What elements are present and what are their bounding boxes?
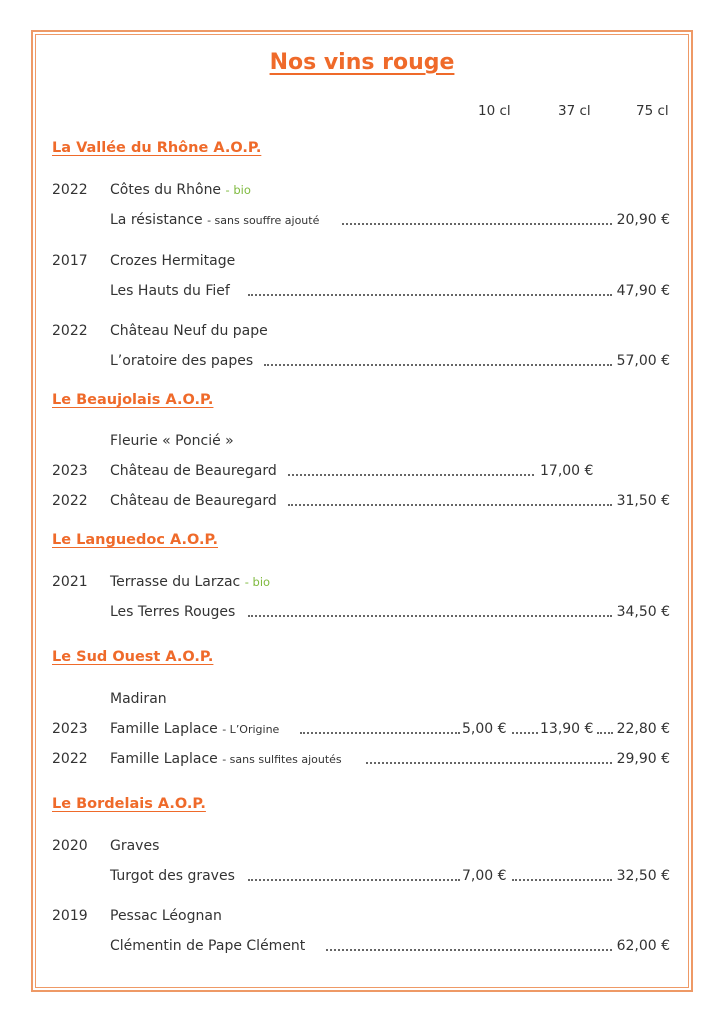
price-75cl: 62,00 € bbox=[616, 938, 670, 954]
leader-dots bbox=[248, 602, 612, 617]
wine-name: Clémentin de Pape Clément bbox=[110, 938, 306, 954]
wine-name: Les Hauts du Fief bbox=[110, 283, 230, 299]
wine-name: Château Neuf du pape bbox=[110, 323, 268, 339]
leader-dots bbox=[597, 719, 613, 734]
price-37cl: 17,00 € bbox=[540, 463, 594, 479]
wine-note: - sans souffre ajouté bbox=[207, 214, 320, 227]
leader-dots bbox=[342, 210, 612, 225]
leader-dots bbox=[288, 491, 612, 506]
wine-name: Terrasse du Larzac bbox=[110, 574, 241, 590]
price-75cl: 32,50 € bbox=[616, 868, 670, 884]
wine-name: Château de Beauregard bbox=[110, 463, 277, 479]
section-title-rhone: La Vallée du Rhône A.O.P. bbox=[52, 140, 262, 156]
column-header-10cl: 10 cl bbox=[478, 103, 511, 119]
wine-name: Crozes Hermitage bbox=[110, 253, 236, 269]
leader-dots bbox=[366, 749, 612, 764]
wine-appellation bbox=[110, 180, 251, 200]
price-75cl: 22,80 € bbox=[616, 721, 670, 737]
wine-line bbox=[52, 321, 670, 341]
leader-dots bbox=[288, 461, 534, 476]
wine-appellation: Graves bbox=[110, 838, 160, 854]
leader-dots bbox=[326, 936, 612, 951]
leader-dots bbox=[300, 719, 460, 734]
wine-cuvee bbox=[110, 719, 279, 740]
price-10cl: 5,00 € bbox=[462, 721, 507, 737]
bio-tag: - bio bbox=[244, 575, 271, 589]
wine-line bbox=[52, 431, 670, 451]
page-title: Nos vins rouge bbox=[269, 50, 455, 75]
wine-year: 2022 bbox=[52, 751, 88, 767]
wine-cuvee bbox=[110, 210, 319, 231]
wine-year: 2020 bbox=[52, 838, 88, 854]
wine-line bbox=[52, 572, 670, 592]
column-header-37cl: 37 cl bbox=[558, 103, 591, 119]
wine-line bbox=[52, 936, 670, 956]
wine-cuvee bbox=[110, 749, 342, 770]
wine-line bbox=[52, 210, 670, 230]
wine-line bbox=[52, 836, 670, 856]
wine-line bbox=[52, 491, 670, 511]
wine-line bbox=[52, 251, 670, 271]
wine-name: Côtes du Rhône bbox=[110, 182, 222, 198]
wine-appellation: Fleurie « Poncié » bbox=[110, 433, 234, 449]
wine-year: 2022 bbox=[52, 323, 88, 339]
wine-line bbox=[52, 689, 670, 709]
wine-year: 2022 bbox=[52, 493, 88, 509]
wine-appellation: Madiran bbox=[110, 691, 167, 707]
leader-dots bbox=[512, 866, 612, 881]
wine-line bbox=[52, 351, 670, 371]
section-title-languedoc: Le Languedoc A.O.P. bbox=[52, 532, 218, 548]
wine-line bbox=[52, 749, 670, 769]
price-75cl: 31,50 € bbox=[616, 493, 670, 509]
wine-year: 2022 bbox=[52, 182, 88, 198]
wine-line bbox=[52, 866, 670, 886]
wine-name: La résistance bbox=[110, 212, 203, 228]
wine-year: 2019 bbox=[52, 908, 88, 924]
bio-tag: - bio bbox=[225, 183, 251, 197]
section-title-bordelais: Le Bordelais A.O.P. bbox=[52, 796, 206, 812]
wine-year: 2017 bbox=[52, 253, 88, 269]
wine-appellation: Pessac Léognan bbox=[110, 908, 222, 924]
price-75cl: 47,90 € bbox=[616, 283, 670, 299]
wine-name: Les Terres Rouges bbox=[110, 604, 236, 620]
price-37cl: 13,90 € bbox=[540, 721, 594, 737]
wine-line bbox=[52, 602, 670, 622]
wine-year: 2021 bbox=[52, 574, 88, 590]
wine-line bbox=[52, 461, 670, 481]
section-title-sud-ouest: Le Sud Ouest A.O.P. bbox=[52, 649, 214, 665]
wine-line bbox=[52, 180, 670, 200]
wine-line bbox=[52, 719, 670, 739]
wine-line bbox=[52, 281, 670, 301]
price-75cl: 34,50 € bbox=[616, 604, 670, 620]
leader-dots bbox=[512, 719, 538, 734]
leader-dots bbox=[264, 351, 612, 366]
column-header-75cl: 75 cl bbox=[636, 103, 669, 119]
wine-note: - sans sulfites ajoutés bbox=[222, 753, 342, 766]
wine-year: 2023 bbox=[52, 721, 88, 737]
wine-name: L’oratoire des papes bbox=[110, 353, 254, 369]
section-title-beaujolais: Le Beaujolais A.O.P. bbox=[52, 392, 214, 408]
price-75cl: 57,00 € bbox=[616, 353, 670, 369]
wine-name: Famille Laplace bbox=[110, 721, 218, 737]
wine-line bbox=[52, 906, 670, 926]
price-75cl: 20,90 € bbox=[616, 212, 670, 228]
wine-name: Château de Beauregard bbox=[110, 493, 277, 509]
leader-dots bbox=[248, 281, 612, 296]
price-10cl: 7,00 € bbox=[462, 868, 507, 884]
wine-year: 2023 bbox=[52, 463, 88, 479]
wine-name: Turgot des graves bbox=[110, 868, 235, 884]
wine-appellation bbox=[110, 572, 270, 592]
leader-dots bbox=[248, 866, 460, 881]
wine-name: Famille Laplace bbox=[110, 751, 218, 767]
price-75cl: 29,90 € bbox=[616, 751, 670, 767]
wine-note: - L’Origine bbox=[222, 723, 280, 736]
